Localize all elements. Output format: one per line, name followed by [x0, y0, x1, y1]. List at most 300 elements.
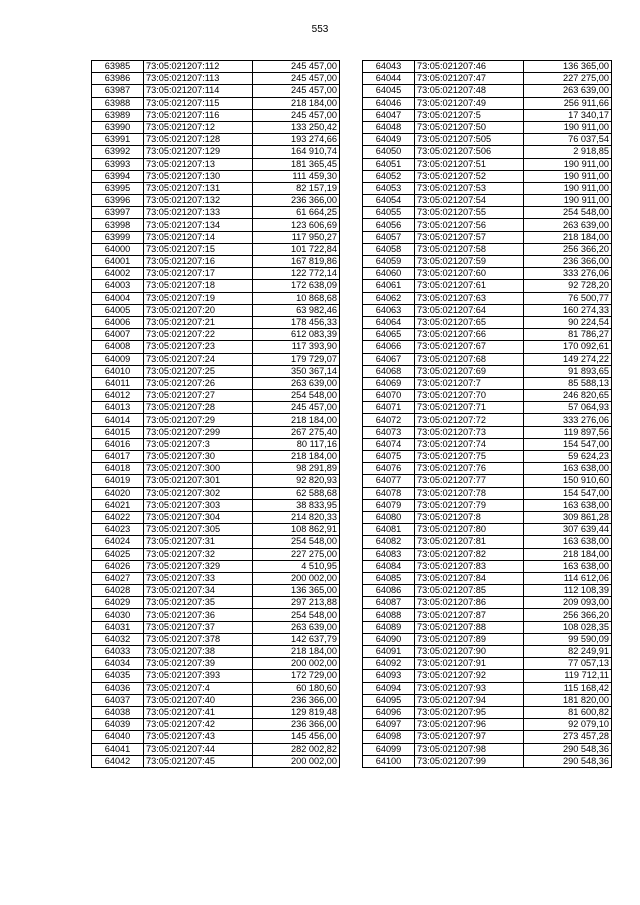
- table-row: [92, 280, 340, 292]
- row-number-cell: 64066: [363, 341, 415, 353]
- table-row: [92, 316, 340, 328]
- row-number-cell: 64039: [92, 719, 144, 731]
- cadastral-number-cell: 73:05:021207:41: [144, 706, 253, 718]
- cadastral-number-cell: 73:05:021207:12: [144, 121, 253, 133]
- value-cell: 263 639,00: [524, 85, 612, 97]
- row-number-cell: 64100: [363, 755, 415, 767]
- table-row: [92, 268, 340, 280]
- row-number-cell: 64013: [92, 402, 144, 414]
- row-number-cell: 64067: [363, 353, 415, 365]
- cadastral-number-cell: 73:05:021207:47: [415, 73, 524, 85]
- value-cell: 181 365,45: [253, 158, 340, 170]
- row-number-cell: 64029: [92, 597, 144, 609]
- value-cell: 256 911,66: [524, 97, 612, 109]
- table-row: [363, 280, 612, 292]
- table-row: [92, 61, 340, 73]
- value-cell: 76 037,54: [524, 134, 612, 146]
- row-number-cell: 64048: [363, 121, 415, 133]
- cadastral-number-cell: 73:05:021207:39: [144, 658, 253, 670]
- row-number-cell: 64065: [363, 329, 415, 341]
- value-cell: 81 600,82: [524, 706, 612, 718]
- row-number-cell: 64045: [363, 85, 415, 97]
- table-row: [363, 585, 612, 597]
- value-cell: 114 612,06: [524, 572, 612, 584]
- value-cell: 170 092,61: [524, 341, 612, 353]
- table-row: [363, 524, 612, 536]
- table-row: [363, 402, 612, 414]
- value-cell: 99 590,09: [524, 633, 612, 645]
- row-number-cell: 64085: [363, 572, 415, 584]
- table-row: [363, 499, 612, 511]
- value-cell: 190 911,00: [524, 158, 612, 170]
- value-cell: 154 547,00: [524, 438, 612, 450]
- cadastral-number-cell: 73:05:021207:25: [144, 365, 253, 377]
- cadastral-number-cell: 73:05:021207:116: [144, 109, 253, 121]
- cadastral-number-cell: 73:05:021207:89: [415, 633, 524, 645]
- row-number-cell: 64060: [363, 268, 415, 280]
- value-cell: 245 457,00: [253, 85, 340, 97]
- table-row: [363, 731, 612, 743]
- value-cell: 164 910,74: [253, 146, 340, 158]
- cadastral-number-cell: 73:05:021207:93: [415, 682, 524, 694]
- row-number-cell: 64070: [363, 390, 415, 402]
- cadastral-number-cell: 73:05:021207:72: [415, 414, 524, 426]
- cadastral-number-cell: 73:05:021207:55: [415, 207, 524, 219]
- row-number-cell: 64030: [92, 609, 144, 621]
- table-row: [363, 609, 612, 621]
- cadastral-number-cell: 73:05:021207:69: [415, 365, 524, 377]
- value-cell: 290 548,36: [524, 755, 612, 767]
- cadastral-number-cell: 73:05:021207:7: [415, 377, 524, 389]
- cadastral-number-cell: 73:05:021207:134: [144, 219, 253, 231]
- value-cell: 227 275,00: [253, 548, 340, 560]
- cadastral-number-cell: 73:05:021207:71: [415, 402, 524, 414]
- cadastral-number-cell: 73:05:021207:60: [415, 268, 524, 280]
- table-row: [363, 755, 612, 767]
- value-cell: 254 548,00: [253, 390, 340, 402]
- cadastral-number-cell: 73:05:021207:8: [415, 511, 524, 523]
- row-number-cell: 64015: [92, 426, 144, 438]
- cadastral-number-cell: 73:05:021207:50: [415, 121, 524, 133]
- value-cell: 245 457,00: [253, 61, 340, 73]
- value-cell: 227 275,00: [524, 73, 612, 85]
- cadastral-number-cell: 73:05:021207:29: [144, 414, 253, 426]
- row-number-cell: 64017: [92, 451, 144, 463]
- table-row: [363, 243, 612, 255]
- table-row: [92, 524, 340, 536]
- table-row: [92, 755, 340, 767]
- table-row: [363, 341, 612, 353]
- cadastral-number-cell: 73:05:021207:112: [144, 61, 253, 73]
- row-number-cell: 64016: [92, 438, 144, 450]
- row-number-cell: 64053: [363, 182, 415, 194]
- row-number-cell: 64035: [92, 670, 144, 682]
- row-number-cell: 64036: [92, 682, 144, 694]
- cadastral-number-cell: 73:05:021207:78: [415, 487, 524, 499]
- table-row: [363, 268, 612, 280]
- value-cell: 122 772,14: [253, 268, 340, 280]
- row-number-cell: 64047: [363, 109, 415, 121]
- cadastral-number-cell: 73:05:021207:14: [144, 231, 253, 243]
- row-number-cell: 63990: [92, 121, 144, 133]
- cadastral-number-cell: 73:05:021207:28: [144, 402, 253, 414]
- value-cell: 167 819,86: [253, 256, 340, 268]
- table-row: [92, 195, 340, 207]
- table-row: [92, 536, 340, 548]
- cadastral-number-cell: 73:05:021207:393: [144, 670, 253, 682]
- table-row: [363, 743, 612, 755]
- table-row: [363, 487, 612, 499]
- cadastral-number-cell: 73:05:021207:21: [144, 316, 253, 328]
- table-row: [363, 231, 612, 243]
- value-cell: 4 510,95: [253, 560, 340, 572]
- row-number-cell: 64003: [92, 280, 144, 292]
- table-row: [92, 609, 340, 621]
- value-cell: 181 820,00: [524, 694, 612, 706]
- value-cell: 101 722,84: [253, 243, 340, 255]
- row-number-cell: 64095: [363, 694, 415, 706]
- row-number-cell: 64088: [363, 609, 415, 621]
- row-number-cell: 64057: [363, 231, 415, 243]
- cadastral-number-cell: 73:05:021207:37: [144, 621, 253, 633]
- value-cell: 117 393,90: [253, 341, 340, 353]
- value-cell: 92 728,20: [524, 280, 612, 292]
- row-number-cell: 64091: [363, 646, 415, 658]
- row-number-cell: 64004: [92, 292, 144, 304]
- table-row: [92, 499, 340, 511]
- table-row: [92, 658, 340, 670]
- table-row: [363, 97, 612, 109]
- value-cell: 190 911,00: [524, 170, 612, 182]
- value-cell: 59 624,23: [524, 451, 612, 463]
- cadastral-number-cell: 73:05:021207:85: [415, 585, 524, 597]
- value-cell: 61 664,25: [253, 207, 340, 219]
- table-row: [363, 719, 612, 731]
- value-cell: 112 108,39: [524, 585, 612, 597]
- value-cell: 136 365,00: [253, 585, 340, 597]
- table-row: [92, 109, 340, 121]
- row-number-cell: 64058: [363, 243, 415, 255]
- cadastral-number-cell: 73:05:021207:91: [415, 658, 524, 670]
- cadastral-number-cell: 73:05:021207:98: [415, 743, 524, 755]
- row-number-cell: 64064: [363, 316, 415, 328]
- cadastral-number-cell: 73:05:021207:76: [415, 463, 524, 475]
- table-row: [363, 256, 612, 268]
- cadastral-number-cell: 73:05:021207:59: [415, 256, 524, 268]
- value-cell: 85 588,13: [524, 377, 612, 389]
- cadastral-number-cell: 73:05:021207:46: [415, 61, 524, 73]
- table-row: [92, 621, 340, 633]
- row-number-cell: 64056: [363, 219, 415, 231]
- value-cell: 133 250,42: [253, 121, 340, 133]
- table-row: [363, 207, 612, 219]
- row-number-cell: 64059: [363, 256, 415, 268]
- value-cell: 160 274,33: [524, 304, 612, 316]
- table-row: [92, 121, 340, 133]
- table-row: [363, 706, 612, 718]
- cadastral-number-cell: 73:05:021207:86: [415, 597, 524, 609]
- row-number-cell: 64081: [363, 524, 415, 536]
- value-cell: 254 548,00: [253, 536, 340, 548]
- row-number-cell: 64097: [363, 719, 415, 731]
- cadastral-number-cell: 73:05:021207:70: [415, 390, 524, 402]
- table-row: [363, 329, 612, 341]
- page-number: 553: [311, 24, 329, 35]
- table-row: [363, 61, 612, 73]
- value-cell: 115 168,42: [524, 682, 612, 694]
- value-cell: 282 002,82: [253, 743, 340, 755]
- table-row: [92, 585, 340, 597]
- cadastral-number-cell: 73:05:021207:75: [415, 451, 524, 463]
- row-number-cell: 64001: [92, 256, 144, 268]
- table-row: [92, 341, 340, 353]
- cadastral-number-cell: 73:05:021207:17: [144, 268, 253, 280]
- row-number-cell: 64068: [363, 365, 415, 377]
- table-row: [92, 219, 340, 231]
- value-cell: 62 588,68: [253, 487, 340, 499]
- value-cell: 172 729,00: [253, 670, 340, 682]
- row-number-cell: 64002: [92, 268, 144, 280]
- row-number-cell: 64021: [92, 499, 144, 511]
- table-row: [92, 463, 340, 475]
- row-number-cell: 64033: [92, 646, 144, 658]
- cadastral-number-cell: 73:05:021207:81: [415, 536, 524, 548]
- table-row: [363, 548, 612, 560]
- value-cell: 297 213,88: [253, 597, 340, 609]
- row-number-cell: 64089: [363, 621, 415, 633]
- row-number-cell: 64005: [92, 304, 144, 316]
- value-cell: 254 548,00: [253, 609, 340, 621]
- table-row: [92, 694, 340, 706]
- row-number-cell: 64083: [363, 548, 415, 560]
- cadastral-number-cell: 73:05:021207:301: [144, 475, 253, 487]
- cadastral-number-cell: 73:05:021207:33: [144, 572, 253, 584]
- register-table-left: [91, 60, 340, 768]
- row-number-cell: 64084: [363, 560, 415, 572]
- value-cell: 149 274,22: [524, 353, 612, 365]
- cadastral-number-cell: 73:05:021207:32: [144, 548, 253, 560]
- value-cell: 38 833,95: [253, 499, 340, 511]
- row-number-cell: 64079: [363, 499, 415, 511]
- cadastral-number-cell: 73:05:021207:300: [144, 463, 253, 475]
- row-number-cell: 63986: [92, 73, 144, 85]
- value-cell: 245 457,00: [253, 73, 340, 85]
- row-number-cell: 64090: [363, 633, 415, 645]
- table-row: [363, 633, 612, 645]
- table-row: [92, 475, 340, 487]
- table-row: [92, 682, 340, 694]
- value-cell: 200 002,00: [253, 658, 340, 670]
- cadastral-number-cell: 73:05:021207:64: [415, 304, 524, 316]
- row-number-cell: 64040: [92, 731, 144, 743]
- value-cell: 142 637,79: [253, 633, 340, 645]
- cadastral-number-cell: 73:05:021207:304: [144, 511, 253, 523]
- table-row: [92, 706, 340, 718]
- row-number-cell: 64023: [92, 524, 144, 536]
- cadastral-number-cell: 73:05:021207:18: [144, 280, 253, 292]
- value-cell: 236 366,00: [253, 719, 340, 731]
- value-cell: 57 064,93: [524, 402, 612, 414]
- cadastral-number-cell: 73:05:021207:378: [144, 633, 253, 645]
- cadastral-number-cell: 73:05:021207:42: [144, 719, 253, 731]
- row-number-cell: 64012: [92, 390, 144, 402]
- value-cell: 92 820,93: [253, 475, 340, 487]
- value-cell: 92 079,10: [524, 719, 612, 731]
- value-cell: 612 083,39: [253, 329, 340, 341]
- table-row: [92, 353, 340, 365]
- value-cell: 256 366,20: [524, 609, 612, 621]
- value-cell: 163 638,00: [524, 560, 612, 572]
- cadastral-number-cell: 73:05:021207:53: [415, 182, 524, 194]
- row-number-cell: 64027: [92, 572, 144, 584]
- cadastral-number-cell: 73:05:021207:52: [415, 170, 524, 182]
- row-number-cell: 64014: [92, 414, 144, 426]
- cadastral-number-cell: 73:05:021207:68: [415, 353, 524, 365]
- cadastral-number-cell: 73:05:021207:45: [144, 755, 253, 767]
- row-number-cell: 64041: [92, 743, 144, 755]
- cadastral-number-cell: 73:05:021207:51: [415, 158, 524, 170]
- cadastral-number-cell: 73:05:021207:40: [144, 694, 253, 706]
- row-number-cell: 64049: [363, 134, 415, 146]
- row-number-cell: 63992: [92, 146, 144, 158]
- register-table-right: [362, 60, 612, 768]
- value-cell: 190 911,00: [524, 182, 612, 194]
- cadastral-number-cell: 73:05:021207:19: [144, 292, 253, 304]
- table-row: [92, 597, 340, 609]
- cadastral-number-cell: 73:05:021207:82: [415, 548, 524, 560]
- table-row: [92, 146, 340, 158]
- cadastral-number-cell: 73:05:021207:128: [144, 134, 253, 146]
- table-row: [92, 390, 340, 402]
- table-row: [92, 73, 340, 85]
- row-number-cell: 64062: [363, 292, 415, 304]
- row-number-cell: 64071: [363, 402, 415, 414]
- value-cell: 309 861,28: [524, 511, 612, 523]
- value-cell: 245 457,00: [253, 402, 340, 414]
- cadastral-number-cell: 73:05:021207:3: [144, 438, 253, 450]
- row-number-cell: 64072: [363, 414, 415, 426]
- row-number-cell: 64051: [363, 158, 415, 170]
- cadastral-number-cell: 73:05:021207:26: [144, 377, 253, 389]
- cadastral-number-cell: 73:05:021207:96: [415, 719, 524, 731]
- value-cell: 108 862,91: [253, 524, 340, 536]
- row-number-cell: 64042: [92, 755, 144, 767]
- table-row: [92, 243, 340, 255]
- table-row: [92, 182, 340, 194]
- value-cell: 214 820,33: [253, 511, 340, 523]
- row-number-cell: 64025: [92, 548, 144, 560]
- table-row: [92, 207, 340, 219]
- cadastral-number-cell: 73:05:021207:77: [415, 475, 524, 487]
- table-row: [363, 316, 612, 328]
- cadastral-number-cell: 73:05:021207:299: [144, 426, 253, 438]
- row-number-cell: 64069: [363, 377, 415, 389]
- table-row: [363, 426, 612, 438]
- value-cell: 350 367,14: [253, 365, 340, 377]
- cadastral-number-cell: 73:05:021207:129: [144, 146, 253, 158]
- table-row: [92, 256, 340, 268]
- value-cell: 163 638,00: [524, 499, 612, 511]
- cadastral-number-cell: 73:05:021207:24: [144, 353, 253, 365]
- value-cell: 117 950,27: [253, 231, 340, 243]
- cadastral-number-cell: 73:05:021207:36: [144, 609, 253, 621]
- cadastral-number-cell: 73:05:021207:44: [144, 743, 253, 755]
- cadastral-number-cell: 73:05:021207:22: [144, 329, 253, 341]
- value-cell: 82 249,91: [524, 646, 612, 658]
- cadastral-number-cell: 73:05:021207:54: [415, 195, 524, 207]
- row-number-cell: 64093: [363, 670, 415, 682]
- table-row: [363, 475, 612, 487]
- table-row: [363, 158, 612, 170]
- row-number-cell: 64020: [92, 487, 144, 499]
- value-cell: 263 639,00: [253, 621, 340, 633]
- table-row: [363, 536, 612, 548]
- row-number-cell: 64037: [92, 694, 144, 706]
- value-cell: 263 639,00: [524, 219, 612, 231]
- table-row: [92, 329, 340, 341]
- table-row: [363, 463, 612, 475]
- row-number-cell: 63999: [92, 231, 144, 243]
- value-cell: 218 184,00: [253, 646, 340, 658]
- table-row: [363, 414, 612, 426]
- cadastral-number-cell: 73:05:021207:74: [415, 438, 524, 450]
- row-number-cell: 64061: [363, 280, 415, 292]
- table-row: [363, 121, 612, 133]
- cadastral-number-cell: 73:05:021207:130: [144, 170, 253, 182]
- table-row: [363, 438, 612, 450]
- table-row: [92, 85, 340, 97]
- row-number-cell: 64078: [363, 487, 415, 499]
- value-cell: 172 638,09: [253, 280, 340, 292]
- cadastral-number-cell: 73:05:021207:73: [415, 426, 524, 438]
- row-number-cell: 64077: [363, 475, 415, 487]
- cadastral-number-cell: 73:05:021207:80: [415, 524, 524, 536]
- row-number-cell: 64024: [92, 536, 144, 548]
- row-number-cell: 63991: [92, 134, 144, 146]
- table-row: [92, 719, 340, 731]
- row-number-cell: 63987: [92, 85, 144, 97]
- table-row: [92, 743, 340, 755]
- value-cell: 163 638,00: [524, 536, 612, 548]
- row-number-cell: 64086: [363, 585, 415, 597]
- value-cell: 178 456,33: [253, 316, 340, 328]
- table-row: [92, 633, 340, 645]
- cadastral-number-cell: 73:05:021207:305: [144, 524, 253, 536]
- table-row: [363, 109, 612, 121]
- value-cell: 76 500,77: [524, 292, 612, 304]
- value-cell: 209 093,00: [524, 597, 612, 609]
- value-cell: 200 002,00: [253, 572, 340, 584]
- value-cell: 82 157,19: [253, 182, 340, 194]
- value-cell: 91 893,65: [524, 365, 612, 377]
- cadastral-number-cell: 73:05:021207:38: [144, 646, 253, 658]
- cadastral-number-cell: 73:05:021207:43: [144, 731, 253, 743]
- cadastral-number-cell: 73:05:021207:49: [415, 97, 524, 109]
- table-row: [92, 451, 340, 463]
- table-row: [363, 621, 612, 633]
- table-row: [363, 682, 612, 694]
- row-number-cell: 63993: [92, 158, 144, 170]
- row-number-cell: 64028: [92, 585, 144, 597]
- row-number-cell: 64096: [363, 706, 415, 718]
- row-number-cell: 64044: [363, 73, 415, 85]
- row-number-cell: 64019: [92, 475, 144, 487]
- cadastral-number-cell: 73:05:021207:113: [144, 73, 253, 85]
- row-number-cell: 63998: [92, 219, 144, 231]
- cadastral-number-cell: 73:05:021207:506: [415, 146, 524, 158]
- cadastral-number-cell: 73:05:021207:94: [415, 694, 524, 706]
- value-cell: 98 291,89: [253, 463, 340, 475]
